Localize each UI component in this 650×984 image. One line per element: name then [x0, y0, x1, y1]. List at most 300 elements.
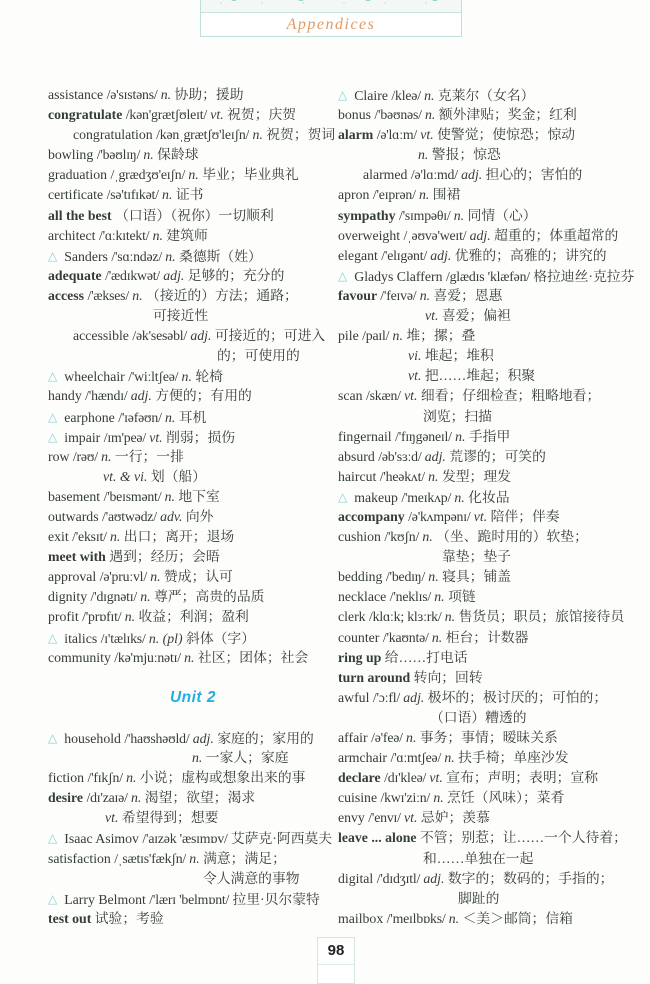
headword: cushion	[338, 529, 385, 545]
vocab-line	[338, 306, 642, 326]
vocab-line	[48, 728, 338, 748]
headword: overweight	[338, 227, 404, 243]
vocab-line	[338, 648, 642, 668]
part-of-speech: n.	[152, 227, 167, 243]
part-of-speech: adj.	[423, 870, 448, 886]
chinese-gloss: 协助；援助	[174, 87, 244, 102]
headword: clerk	[338, 609, 370, 625]
vocab-line	[48, 105, 338, 125]
vocab-line	[338, 467, 642, 487]
chinese-gloss: 满意；满足；	[203, 850, 286, 866]
vocab-line	[48, 828, 338, 848]
headword: pile	[338, 328, 363, 344]
vocab-line	[338, 587, 642, 607]
vocab-column-right	[338, 85, 642, 929]
chinese-gloss: 祝贺；庆贺	[227, 107, 297, 123]
vocab-line	[338, 708, 642, 728]
vocab-column-left	[48, 85, 338, 929]
vocab-line	[48, 145, 338, 165]
chinese-gloss: 脚趾的	[458, 890, 500, 906]
chinese-gloss: 和……单独在一起	[423, 850, 534, 866]
phonetic: /ˌgrædʒʊ'eɪʃn/	[110, 167, 189, 183]
part-of-speech: vi.	[408, 348, 425, 364]
phonetic: /'lærɪ 'belmɒnt/	[149, 891, 233, 907]
part-of-speech: n.	[424, 88, 438, 103]
phonetic: /paɪl/	[362, 328, 393, 344]
vocab-line	[48, 889, 338, 909]
part-of-speech: vt.	[105, 810, 122, 826]
part-of-speech: n.	[143, 147, 158, 163]
vocab-line	[48, 407, 338, 427]
phonetic: /klɑːk; klɜːrk/	[369, 609, 445, 625]
chinese-gloss: 靠垫；垫子	[442, 549, 511, 565]
headword: row	[48, 448, 73, 464]
headword: congratulation	[73, 127, 157, 143]
chinese-gloss: 尊严；高贵的品质	[154, 589, 265, 605]
part-of-speech: vt. & vi.	[103, 468, 151, 484]
headword: all the best	[48, 207, 116, 223]
headword: accompany	[338, 508, 409, 524]
part-of-speech: n.	[101, 448, 115, 464]
phonetic: /'envɪ/	[368, 810, 405, 826]
part-of-speech: n.	[431, 629, 446, 645]
phonetic: /ˌsætɪs'fækʃn/	[114, 850, 190, 866]
vocab-line	[338, 226, 642, 246]
part-of-speech: n.	[418, 147, 432, 163]
part-of-speech: n.	[406, 730, 420, 745]
phonetic: /'beɪsmənt/	[103, 488, 165, 504]
headword: Isaac Asimov	[64, 831, 143, 847]
headword: armchair	[338, 750, 391, 766]
vocab-line	[48, 346, 338, 366]
triangle-marker-icon: △	[48, 248, 58, 263]
phonetic: /ə'feə/	[371, 730, 407, 745]
headword: exit	[48, 529, 73, 545]
vocab-line	[48, 246, 338, 266]
part-of-speech: adj.	[130, 388, 156, 404]
chinese-gloss: 地下室	[178, 488, 220, 504]
chinese-gloss: 极坏的；极讨厌的；可怕的；	[427, 689, 608, 705]
phonetic: /'ædɪkwət/	[105, 267, 164, 283]
chinese-gloss: （坐、跪时用的）软垫；	[436, 529, 588, 545]
phonetic: /kleə/	[391, 88, 425, 103]
part-of-speech: n.	[192, 750, 206, 766]
vocab-line	[338, 828, 642, 848]
phonetic: /'kʊʃn/	[384, 529, 423, 545]
phonetic: /'heəkʌt/	[379, 468, 429, 484]
vocab-line	[48, 286, 338, 306]
chinese-gloss: 毕业；毕业典礼	[202, 167, 299, 183]
chinese-gloss: 希望得到；想要	[121, 810, 219, 826]
vocab-line	[338, 607, 642, 627]
part-of-speech: n.	[162, 187, 176, 203]
chinese-gloss: 宣布；声明；表明；宣称	[446, 770, 599, 786]
part-of-speech: vt.	[149, 429, 167, 445]
headword: certificate	[48, 187, 107, 203]
chinese-gloss: 寝具；铺盖	[442, 569, 512, 585]
headword: envy	[338, 810, 369, 826]
vocab-line	[338, 547, 642, 567]
part-of-speech: n.	[110, 529, 124, 545]
headword: favour	[338, 287, 381, 303]
headword: alarmed	[363, 167, 411, 183]
headword: profit	[48, 609, 83, 625]
chinese-gloss: 柜台；计数器	[445, 629, 529, 645]
phonetic: /'bəʊnəs/	[374, 107, 426, 123]
vocab-line	[48, 326, 338, 346]
phonetic: /kwɪ'ziːn/	[380, 790, 434, 806]
vocab-line	[338, 668, 642, 688]
chinese-gloss: 烹饪（风味）；菜肴	[447, 790, 565, 806]
chinese-gloss: 扶手椅；单座沙发	[458, 750, 569, 766]
headword: necklace	[338, 589, 390, 605]
chinese-gloss: 桑德斯（姓）	[179, 248, 262, 264]
phonetic: /'ækses/	[87, 287, 133, 303]
chinese-gloss: 出口；离开；退场	[123, 529, 235, 545]
vocab-line	[48, 567, 338, 587]
vocab-line	[338, 427, 642, 447]
vocab-line	[338, 788, 642, 808]
part-of-speech: n.	[181, 369, 196, 385]
chinese-gloss: 令人满意的事物	[203, 870, 300, 886]
chinese-gloss: 优雅的；高雅的；讲究的	[454, 247, 607, 263]
phonetic: /'dɪdʒɪtl/	[376, 870, 424, 886]
headword: cuisine	[338, 790, 381, 806]
phonetic: /'dɪgnətɪ/	[90, 589, 141, 605]
vocab-line	[338, 286, 642, 306]
chinese-gloss: 额外津贴；奖金；红利	[438, 107, 577, 123]
part-of-speech: adj.	[469, 227, 495, 243]
vocab-line	[48, 607, 338, 627]
headword: test out	[48, 910, 95, 926]
vocab-line	[338, 869, 642, 889]
chinese-gloss: 格拉迪丝·克拉芬	[533, 268, 635, 284]
triangle-marker-icon: △	[338, 489, 348, 504]
phonetic: /ə'sɪstəns/	[106, 87, 161, 102]
phonetic: /'hændɪ/	[85, 388, 131, 404]
vocab-line	[338, 768, 642, 788]
page-number-footer-cell	[318, 965, 354, 983]
chinese-gloss: 小说；虚构或想象出来的事	[139, 770, 306, 786]
phonetic: /əb'sɜːd/	[378, 448, 425, 464]
vocab-line	[48, 808, 338, 828]
phonetic: /'bəʊlɪŋ/	[96, 147, 144, 163]
headword: turn around	[338, 669, 414, 685]
part-of-speech: n.	[433, 790, 448, 806]
chinese-gloss: 项链	[448, 589, 476, 605]
headword: basement	[48, 488, 104, 504]
phonetic: /'prɒfɪt/	[82, 609, 125, 625]
phonetic: /kə'mjuːnətɪ/	[114, 649, 185, 665]
part-of-speech: adj.	[190, 328, 215, 344]
chinese-gloss: 渴望；欲望；渴求	[144, 790, 256, 806]
headword: Gladys Claffern	[354, 268, 446, 284]
headword: makeup	[354, 489, 402, 505]
part-of-speech: n.	[428, 569, 443, 585]
vocab-line	[48, 306, 338, 326]
chinese-gloss: 轮椅	[195, 369, 223, 385]
phonetic: /'bedɪŋ/	[385, 569, 429, 585]
vocab-line	[48, 266, 338, 286]
vocab-line	[48, 185, 338, 205]
vocab-line	[338, 507, 642, 527]
part-of-speech: n.	[422, 529, 437, 545]
part-of-speech: n.	[140, 589, 155, 605]
triangle-marker-icon: △	[48, 891, 58, 906]
part-of-speech: n.	[434, 589, 449, 605]
chinese-gloss: 拉里·贝尔蒙特	[232, 891, 320, 907]
phonetic: /kənˌgrætʃʊ'leɪʃn/	[156, 127, 253, 143]
phonetic: /ə'lɑːmd/	[410, 167, 462, 183]
part-of-speech: n.	[252, 127, 267, 143]
vocab-line	[338, 628, 642, 648]
chinese-gloss: 浏览；扫描	[423, 408, 492, 424]
part-of-speech: n.	[448, 910, 463, 926]
phonetic: /'sɑːndəz/	[111, 248, 166, 264]
part-of-speech: vt.	[404, 810, 421, 826]
chinese-gloss: 证书	[175, 187, 204, 203]
chinese-gloss: 忌妒；羡慕	[420, 810, 490, 826]
part-of-speech: n.	[392, 328, 407, 344]
vocab-line	[338, 326, 642, 346]
chinese-gloss: 祝贺；贺词	[266, 127, 336, 143]
vocab-line	[48, 366, 338, 386]
part-of-speech: adj.	[424, 448, 450, 464]
headword: Claire	[354, 88, 392, 103]
vocab-line	[48, 447, 338, 467]
phonetic: /'aʊtwədz/	[102, 508, 161, 524]
headword: awful	[338, 689, 373, 705]
headword: accessible	[73, 328, 133, 344]
vocab-line	[338, 889, 642, 909]
vocab-line	[338, 145, 642, 165]
headword: congratulate	[48, 107, 126, 123]
chinese-gloss: （接近的）方法；通路；	[146, 287, 298, 303]
chinese-gloss: 堆；摞；叠	[406, 328, 476, 344]
chinese-gloss: 数字的；数码的；手指的；	[447, 870, 614, 886]
headword: absurd	[338, 448, 379, 464]
chinese-gloss: 同情（心）	[467, 207, 537, 223]
vocab-line	[338, 346, 642, 366]
headword: elegant	[338, 247, 382, 263]
page-number-box	[317, 937, 355, 984]
vocab-line	[48, 386, 338, 406]
chinese-gloss: 建筑师	[166, 227, 208, 243]
chinese-gloss: 手指甲	[468, 428, 511, 444]
vocab-line	[48, 487, 338, 507]
chinese-gloss: 赞成；认可	[164, 569, 233, 585]
headword: wheelchair	[64, 369, 129, 385]
vocab-line	[48, 788, 338, 808]
phonetic: /ə'kʌmpənɪ/	[408, 508, 474, 524]
phonetic: /ˌəʊvə'weɪt/	[403, 227, 470, 243]
chinese-gloss: 可接近性	[153, 308, 209, 324]
triangle-marker-icon: △	[338, 88, 348, 102]
part-of-speech: n.	[189, 850, 204, 866]
chinese-gloss: 售货员；职员；旅馆接待员	[458, 609, 625, 625]
vocab-line	[48, 226, 338, 246]
chinese-gloss: 克莱尔（女名）	[437, 88, 535, 103]
chinese-gloss: 斜体（字）	[186, 630, 256, 646]
vocab-line	[338, 447, 642, 467]
part-of-speech: vt.	[473, 508, 491, 524]
chinese-gloss: 一家人；家庭	[205, 750, 289, 766]
part-of-speech: n.	[188, 167, 203, 183]
headword: italics	[64, 630, 101, 646]
phonetic: /'fɪkʃn/	[87, 770, 127, 786]
phonetic: /glædɪs 'klæfən/	[445, 268, 534, 284]
phonetic: /'ɑːmtʃeə/	[390, 750, 445, 766]
chinese-gloss: 发型；理发	[441, 468, 511, 484]
vocab-line	[338, 105, 642, 125]
chinese-gloss: 的；可使用的	[217, 348, 300, 364]
vocab-line	[338, 407, 642, 427]
phonetic: /'eksɪt/	[72, 529, 110, 545]
vocab-line	[338, 85, 642, 105]
headword: fiction	[48, 770, 88, 786]
part-of-speech: adj.	[430, 247, 455, 263]
phonetic: /rəʊ/	[72, 448, 102, 464]
headword: bonus	[338, 107, 375, 123]
part-of-speech: n.	[454, 489, 469, 505]
part-of-speech: vt.	[408, 368, 425, 384]
chinese-gloss: 向外	[185, 508, 214, 524]
triangle-marker-icon: △	[338, 268, 348, 283]
vocab-line	[48, 467, 338, 487]
chinese-gloss: 保龄球	[157, 147, 199, 163]
triangle-marker-icon: △	[48, 831, 58, 846]
chinese-gloss: 社区；团体；社会	[197, 649, 309, 665]
vocab-line	[338, 165, 642, 185]
phonetic: /'haʊshəʊld/	[124, 731, 193, 747]
chinese-gloss: （口语）（祝你）一切顺利	[115, 207, 274, 223]
vocab-line	[338, 909, 642, 929]
phonetic: /ə'lɑːm/	[376, 127, 421, 143]
page-number: 98	[318, 938, 354, 965]
vocab-line	[48, 527, 338, 547]
headword: community	[48, 649, 115, 665]
chinese-gloss: 喜爱；偏袒	[441, 308, 511, 324]
part-of-speech: n.	[453, 207, 468, 223]
phonetic: /dɪ'kleə/	[384, 770, 430, 786]
headword: access	[48, 287, 88, 303]
phonetic: /'aɪzək 'æsɪmɒv/	[142, 831, 231, 847]
part-of-speech: n.	[444, 750, 459, 766]
chinese-gloss: （口语）糟透的	[430, 709, 527, 725]
part-of-speech: vt.	[210, 107, 228, 123]
chinese-gloss: 担心的；害怕的	[485, 167, 583, 183]
headword: meet with	[48, 549, 110, 565]
headword: leave ... alone	[338, 830, 420, 846]
vocab-line	[48, 768, 338, 788]
vocab-line	[338, 386, 642, 406]
headword: affair	[338, 730, 372, 745]
vocab-line	[48, 427, 338, 447]
chinese-gloss: 化妆品	[468, 489, 510, 505]
vocab-line	[338, 185, 642, 205]
headword: Larry Belmont	[64, 891, 150, 907]
chinese-gloss: 不管；别惹；让……一个人待着；	[420, 830, 627, 846]
headword: bedding	[338, 569, 386, 585]
part-of-speech: n.	[165, 409, 179, 425]
triangle-marker-icon: △	[48, 369, 58, 384]
unit-heading: Unit 2	[169, 688, 217, 706]
vocab-line	[48, 748, 338, 768]
headword: mailbox	[338, 910, 387, 926]
part-of-speech: n.	[150, 569, 164, 585]
part-of-speech: n.	[132, 287, 147, 303]
header-decorative-band	[201, 0, 461, 13]
vocab-line	[48, 206, 338, 226]
headword: ring up	[338, 649, 385, 665]
headword: haircut	[338, 468, 380, 484]
phonetic: /kən'grætʃʊleɪt/	[125, 107, 211, 123]
phonetic: /ə'pruːvl/	[99, 569, 151, 585]
chinese-gloss: 细看；仔细检查；粗略地看；	[420, 388, 601, 404]
chinese-gloss: 超重的；体重超常的	[494, 227, 619, 243]
chinese-gloss: 试验；考验	[94, 910, 164, 926]
part-of-speech: n.	[425, 107, 439, 123]
vocab-line	[338, 728, 642, 748]
vocab-line	[48, 165, 338, 185]
headword: outwards	[48, 508, 103, 524]
chinese-gloss: 遇到；经历；会晤	[109, 549, 220, 565]
part-of-speech: vt.	[420, 127, 438, 143]
headword: satisfaction	[48, 850, 115, 866]
part-of-speech: n.	[164, 488, 179, 504]
part-of-speech: n.	[428, 468, 442, 484]
chinese-gloss: 喜爱；恩惠	[433, 287, 503, 303]
vocab-line	[48, 909, 338, 929]
headword: apron	[338, 187, 373, 203]
chinese-gloss: 陪伴；伴奏	[490, 508, 560, 524]
headword: digital	[338, 870, 377, 886]
headword: bowling	[48, 147, 97, 163]
triangle-marker-icon: △	[48, 731, 58, 746]
chinese-gloss: 使警觉；使惊恐；惊动	[437, 127, 576, 143]
part-of-speech: n.	[444, 609, 459, 625]
part-of-speech: adv.	[160, 508, 186, 524]
chinese-gloss: 给……打电话	[384, 649, 468, 665]
part-of-speech: n.	[418, 187, 433, 203]
part-of-speech: n. (pl)	[148, 630, 187, 646]
vocab-line	[338, 125, 642, 145]
chinese-gloss: 警报；惊恐	[431, 147, 501, 163]
vocab-line	[338, 688, 642, 708]
part-of-speech: vt.	[404, 388, 421, 404]
headword: adequate	[48, 267, 106, 283]
headword: Sanders	[64, 248, 112, 264]
headword: architect	[48, 227, 99, 243]
phonetic: /ɪ'tælɪks/	[100, 630, 149, 646]
headword: graduation	[48, 167, 111, 183]
headword: impair	[64, 429, 104, 445]
headword: fingernail	[338, 428, 396, 444]
phonetic: /'eɪprən/	[372, 187, 419, 203]
vocab-line	[48, 125, 338, 145]
phonetic: /dɪ'zaɪə/	[86, 790, 131, 806]
chinese-gloss: 方便的；有用的	[155, 388, 252, 404]
part-of-speech: n.	[184, 649, 198, 665]
part-of-speech: n.	[160, 87, 175, 102]
phonetic: /ək'sesəbl/	[132, 328, 191, 344]
chinese-gloss: 收益；利润；盈利	[138, 609, 249, 625]
vocab-line	[48, 547, 338, 567]
phonetic: /skæn/	[365, 388, 405, 404]
triangle-marker-icon: △	[48, 630, 58, 645]
chinese-gloss: 艾萨克·阿西莫夫	[230, 831, 333, 847]
triangle-marker-icon: △	[48, 429, 58, 444]
